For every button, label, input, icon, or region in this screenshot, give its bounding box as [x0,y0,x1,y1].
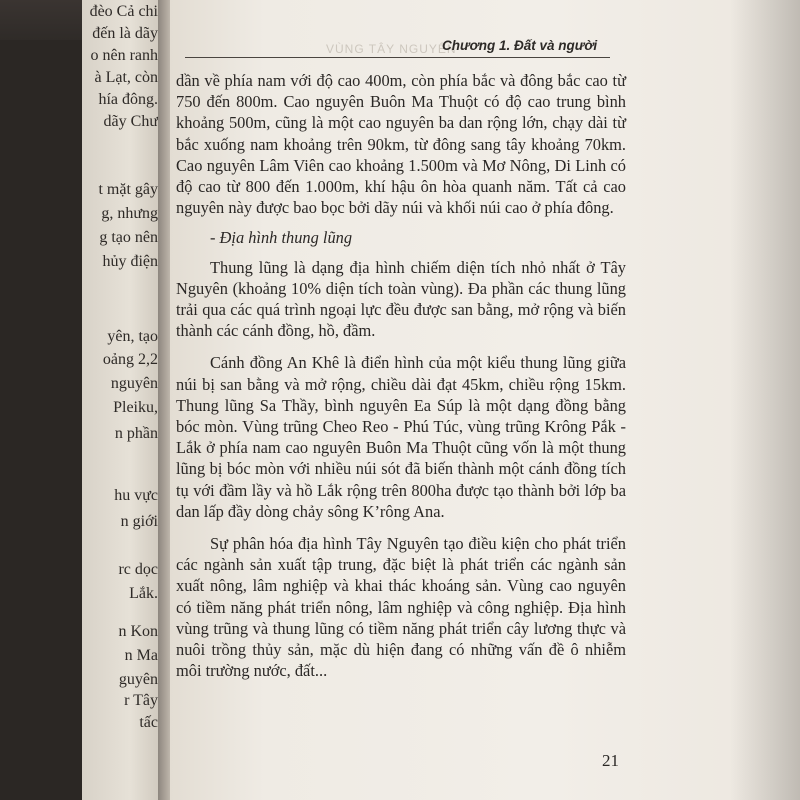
running-header-ghost: VÙNG TÂY NGUYÊN [326,42,457,56]
adjacent-page-line: đến là dãy [92,25,158,42]
adjacent-page-line: o nên ranh [90,47,158,64]
adjacent-page-line: tấc [139,714,158,731]
adjacent-page [82,0,162,800]
page-number: 21 [602,751,619,770]
section-subheading: - Địa hình thung lũng [210,228,353,248]
page-body [176,70,626,681]
chapter-number: Chương 1. [442,38,511,53]
adjacent-page-line: g tạo nên [99,229,158,246]
adjacent-page-line: n giới [120,513,158,530]
adjacent-page-line: t mặt gây [98,181,158,198]
header-rule [185,57,610,58]
adjacent-page-line: n phần [114,425,158,442]
adjacent-page-line: g, nhưng [101,205,158,222]
paragraph-continued: dần về phía nam với độ cao 400m, còn phía bắc và đông bắc cao từ 750 đến 800m. Cao nguyên Buôn Ma Thuột có độ cao trung bình khoảng 500m, cũng là một cao nguyên ba dan rộng lớn, chạy dài từ bắc xuống nam khoảng trên 90km, từ đông sang tây khoảng 70km. Cao nguyên Lâm Viên cao khoảng 1.500m và Mơ Nông, Di Linh có độ cao từ 800 đến 1.000m, khí hậu ôn hòa quanh năm. Tất cả cao nguyên này được bao bọc bởi dãy núi và khối núi cao ở phía đông. [176,71,626,218]
adjacent-page-line: à Lạt, còn [94,69,158,86]
paragraph: Thung lũng là dạng địa hình chiếm diện tích nhỏ nhất ở Tây Nguyên (khoảng 10% diện tích toàn vùng). Đa phần các thung lũng trải qua các quá trình ngoại lực đều được san bằng, mở rộng và biến thành các cánh đồng, hồ, đầm. [176,257,626,341]
adjacent-page-line: hía đông. [98,91,158,108]
page-edge-shadow [730,0,800,800]
adjacent-page-line: hu vực [114,487,158,504]
adjacent-page-line: nguyên [110,375,158,392]
adjacent-page-line: oảng 2,2 [102,351,158,368]
adjacent-page-line: rc dọc [118,561,158,578]
adjacent-page-line: hủy điện [102,253,158,270]
adjacent-page-line: dãy Chư [103,113,158,130]
adjacent-page-line: n Ma [124,647,158,664]
adjacent-page-line: Pleiku, [113,399,158,416]
adjacent-page-line: n Kon [118,623,158,640]
adjacent-page-line: r Tây [124,692,158,709]
running-header [442,38,597,53]
adjacent-page-line: yên, tạo [107,328,158,345]
paragraph: Cánh đồng An Khê là điển hình của một kiểu thung lũng giữa núi bị san bằng và mở rộng, chiều dài đạt 45km, chiều rộng 15km. Thung lũng Sa Thầy, bình nguyên Ea Súp là một dạng đồng bằng bóc mòn. Vùng trũng Cheo Reo - Phú Túc, vùng trũng Krông Pắk - Lắk ở phía nam cao nguyên Buôn Ma Thuột cũng vốn là một thung lũng bị bóc mòn với nhiều núi sót đã biến thành một cánh đồng tích tụ với đầm lầy và hồ Lắk rộng trên 800ha được tạo thành bởi lớp ba dan lấp đầy dòng chảy sông K’rông Ana. [176,353,626,521]
adjacent-page-line: Lắk. [129,585,158,602]
chapter-title: Đất và người [513,38,598,53]
paragraph: Sự phân hóa địa hình Tây Nguyên tạo điều kiện cho phát triển các ngành sản xuất tập trung, đặc biệt là phát triển các ngành sản xuất nông, lâm nghiệp và khai thác khoáng sản. Vùng cao nguyên có tiềm năng phát triển nông, lâm nghiệp và công nghiệp. Địa hình vùng trũng và thung lũng có tiềm năng phát triển cây lương thực và nuôi trồng thủy sản, mặc dù hiện đang có những vấn đề ô nhiễm môi trường nước, đất... [176,534,626,681]
adjacent-page-line: đèo Cả chi [89,3,158,20]
adjacent-page-line: guyên [118,671,158,688]
